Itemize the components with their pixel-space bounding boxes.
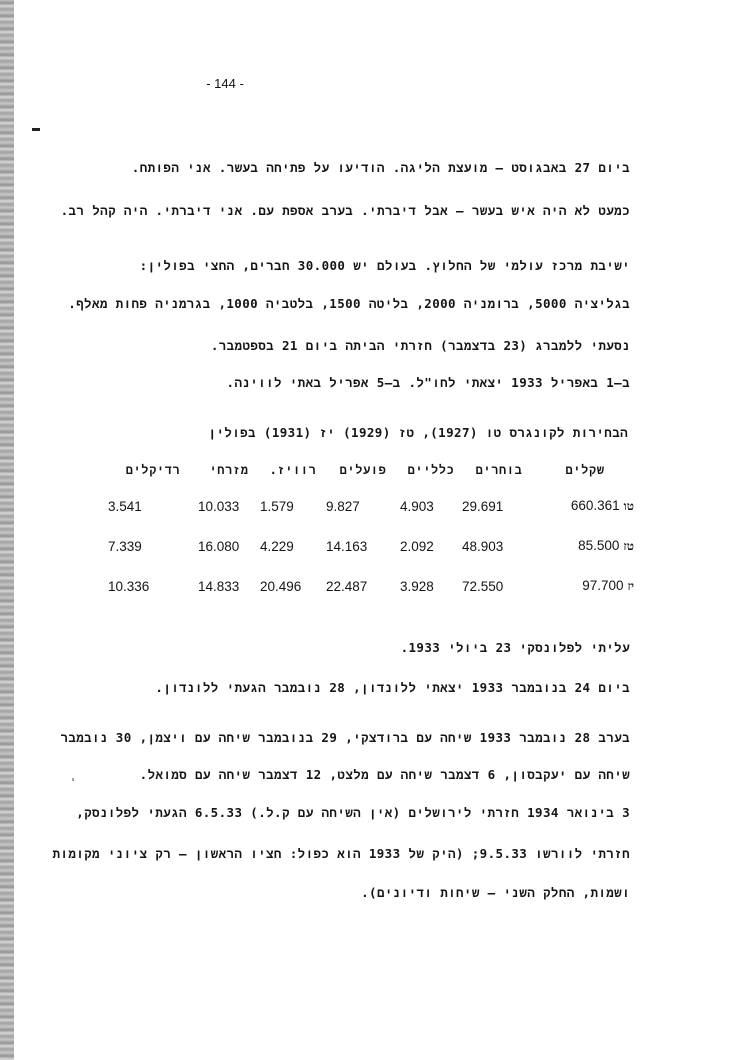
paragraph-line-1: ביום 27 באבגוסט – מועצת הליגה. הודיעו על פתיחה בעשר. אני הפותח. — [131, 160, 630, 175]
paragraph-line-11: 3 בינואר 1934 חזרתי לירושלים (אין השיחה עם ק.ל.) 6.5.33 הגעתי לפלונסק, — [76, 805, 630, 820]
table-header-cell: מזרחי — [209, 462, 249, 477]
paragraph-line-8: ביום 24 בנובמבר 1933 יצאתי ללונדון, 28 נובמבר הגעתי ללונדון. — [155, 680, 630, 695]
table-cell: 7.339 — [108, 538, 142, 554]
table-cell: 3.541 — [108, 498, 142, 514]
table-header-cell: רוויז. — [269, 462, 317, 477]
table-cell: 1.579 — [260, 498, 294, 514]
election-results-table — [108, 454, 634, 606]
paragraph-line-5: נסעתי ללמברג (23 בדצמבר) חזרתי הביתה ביום 21 בספטמבר. — [210, 338, 630, 353]
table-cell: 97.700 — [582, 578, 624, 593]
page-number: - 144 - — [206, 76, 244, 91]
table-header-cell: בוחרים — [475, 462, 523, 477]
table-header-cell: פועלים — [339, 462, 387, 477]
table-cell: 29.691 — [462, 498, 504, 514]
table-header-cell: כלליים — [407, 462, 455, 477]
table-row — [108, 486, 634, 526]
scanned-page-edge — [0, 0, 14, 1060]
table-cell: 2.092 — [400, 538, 434, 554]
row-label: יז — [627, 579, 634, 593]
row-label: טז — [623, 539, 634, 553]
paragraph-line-2: כמעט לא היה איש בעשר – אבל דיברתי. בערב אספת עם. אני דיברתי. היה קהל רב. — [60, 203, 630, 218]
table-cell: 3.928 — [400, 578, 434, 594]
table-cell: 14.163 — [326, 538, 368, 554]
table-cell: 22.487 — [326, 578, 368, 594]
paragraph-line-10: שיחה עם יעקבסון, 6 דצמבר שיחה עם מלצט, 12 דצמבר שיחה עם סמואל. — [139, 767, 630, 782]
table-header-row — [108, 454, 634, 486]
table-row-label-cell — [536, 566, 634, 606]
table-row-label-cell — [536, 526, 634, 566]
paragraph-line-3: ישיבת מרכז עולמי של החלוץ. בעולם יש 30.000 חברים, החצי בפולין: — [139, 258, 630, 273]
table-cell: 660.361 — [570, 498, 620, 513]
paragraph-line-13: ושמות, החלק השני – שיחות ודיונים). — [361, 885, 630, 900]
table-cell: 85.500 — [578, 538, 620, 553]
paragraph-line-4: בגליציה 5000, ברומניה 2000, בליטה 1500, בלטביה 1000, בגרמניה פחות מאלף. — [68, 296, 630, 311]
table-cell: 9.827 — [326, 498, 360, 514]
table-header-cell: שקלים — [565, 462, 605, 477]
table-cell: 4.229 — [260, 538, 294, 554]
table-row-label-cell — [536, 486, 634, 526]
table-row — [108, 566, 634, 606]
table-cell: 48.903 — [462, 538, 504, 554]
stray-mark: י — [70, 776, 77, 787]
row-label: טו — [623, 499, 634, 513]
table-cell: 20.496 — [260, 578, 302, 594]
paragraph-line-7: עליתי לפלונסקי 23 ביולי 1933. — [400, 640, 630, 655]
table-cell: 4.903 — [400, 498, 434, 514]
table-cell: 16.080 — [198, 538, 240, 554]
table-header-cell: רדיקלים — [125, 462, 181, 477]
table-cell: 72.550 — [462, 578, 504, 594]
table-cell: 10.033 — [198, 498, 240, 514]
paragraph-line-9: בערב 28 נובמבר 1933 שיחה עם ברודצקי, 29 בנובמבר שיחה עם ויצמן, 30 נובמבר — [60, 730, 630, 745]
paragraph-line-12: חזרתי לוורשו 9.5.33; (היק של 1933 הוא כפול: חציו הראשון – רק ציוני מקומות — [52, 846, 630, 861]
table-cell: 10.336 — [108, 578, 150, 594]
paragraph-line-6: ב–1 באפריל 1933 יצאתי לחו"ל. ב–5 אפריל באתי לווינה. — [226, 375, 630, 390]
scan-mark — [32, 128, 40, 131]
table-row — [108, 526, 634, 566]
table-cell: 14.833 — [198, 578, 240, 594]
table-title: הבחירות לקונגרס טו (1927), טז (1929) יז (1931) בפולין — [208, 425, 628, 440]
